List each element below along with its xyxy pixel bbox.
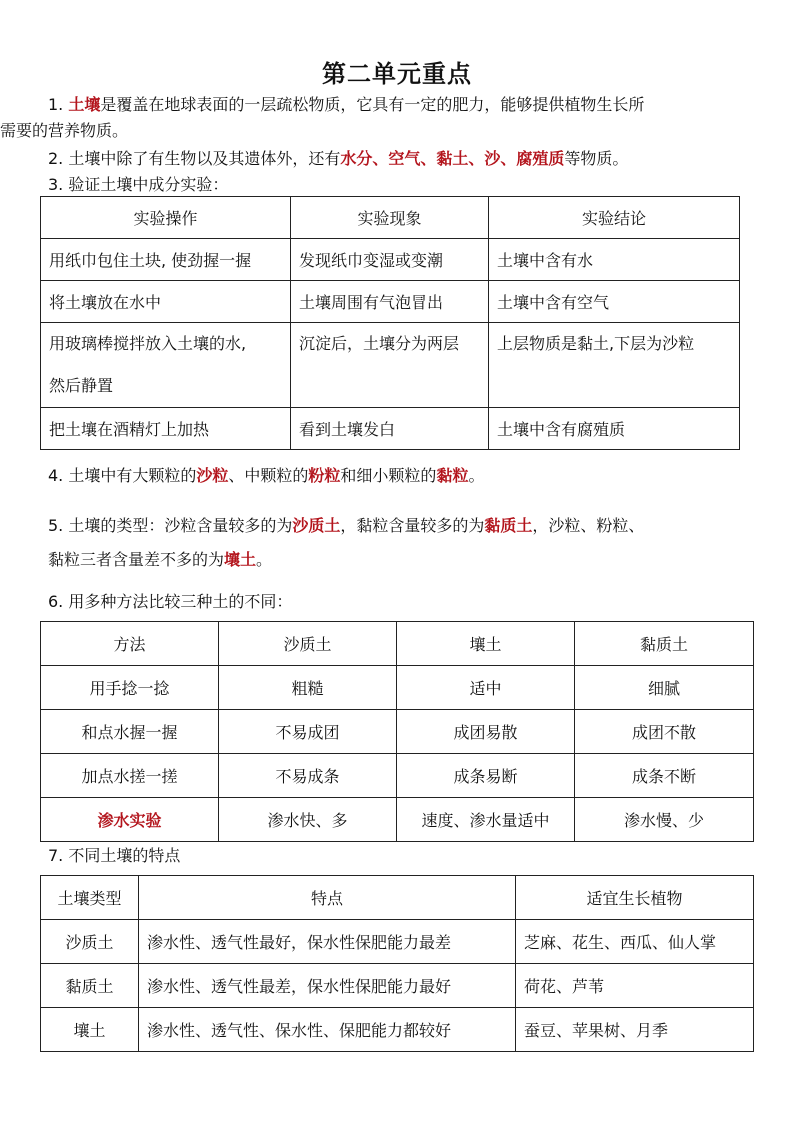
point-number: 5. — [48, 516, 64, 535]
table-cell: 上层物质是黏土,下层为沙粒 — [489, 323, 740, 408]
point-text: 不同土壤的特点 — [68, 846, 181, 865]
point-text-continued — [0, 121, 128, 140]
table-cell: 渗水性、透气性、保水性、保肥能力都较好 — [139, 1008, 516, 1052]
table-cell: 用纸巾包住土块, 使劲握一握 — [41, 239, 291, 281]
point-text: 。 — [256, 550, 273, 569]
point-number: 1. — [48, 95, 64, 114]
table-row — [41, 964, 754, 1008]
table-cell: 蚕豆、苹果树、月季 — [516, 1008, 754, 1052]
column-header: 壤土 — [397, 622, 575, 666]
table-cell: 壤土 — [41, 1008, 139, 1052]
point-number: 7. — [48, 846, 64, 865]
column-header: 土壤类型 — [41, 876, 139, 920]
table-cell — [41, 323, 291, 408]
table-cell: 土壤周围有气泡冒出 — [291, 281, 489, 323]
table-cell: 渗水实验 — [41, 798, 219, 842]
table-cell: 看到土壤发白 — [291, 408, 489, 450]
table-cell: 渗水性、透气性最好，保水性保肥能力最差 — [139, 920, 516, 964]
table-cell: 渗水性、透气性最差，保水性保肥能力最好 — [139, 964, 516, 1008]
point-text: 是覆盖在地球表面的一层疏松物质，它具有一定的肥力，能够提供植物生长所 — [100, 95, 645, 114]
table-experiments — [40, 196, 740, 450]
column-header: 实验操作 — [41, 197, 291, 239]
table-cell: 粗糙 — [219, 666, 397, 710]
column-header: 实验结论 — [489, 197, 740, 239]
highlight-term: 沙质土 — [292, 516, 341, 535]
table-cell: 和点水握一握 — [41, 710, 219, 754]
table-cell: 渗水慢、少 — [575, 798, 754, 842]
table-row — [41, 920, 754, 964]
table-cell: 成团不散 — [575, 710, 754, 754]
column-header: 适宜生长植物 — [516, 876, 754, 920]
table-cell: 成团易散 — [397, 710, 575, 754]
point-number: 4. — [48, 466, 64, 485]
table-cell: 成条易断 — [397, 754, 575, 798]
highlight-term: 土壤 — [68, 95, 101, 114]
point-text: 等物质。 — [564, 149, 629, 168]
point-4 — [48, 463, 754, 489]
table-cell: 速度、渗水量适中 — [397, 798, 575, 842]
table-cell: 不易成条 — [219, 754, 397, 798]
highlight-term: 水分、空气、黏土、沙、腐殖质 — [340, 149, 565, 168]
highlight-term: 沙粒 — [196, 466, 229, 485]
point-text: ，黏粒含量较多的为 — [340, 516, 485, 535]
point-text: 、中颗粒的 — [228, 466, 309, 485]
point-5 — [48, 505, 754, 547]
table-header-row — [41, 197, 740, 239]
point-text: 验证土壤中成分实验： — [68, 175, 229, 194]
point-text-line2: 需要的营养物质。 — [0, 121, 129, 140]
table-header-row — [41, 876, 754, 920]
point-5-continued — [48, 547, 754, 573]
column-header: 实验现象 — [291, 197, 489, 239]
point-7 — [48, 843, 754, 869]
point-text: ，沙粒、粉粒、 — [532, 516, 645, 535]
table-cell: 将土壤放在水中 — [41, 281, 291, 323]
table-cell: 不易成团 — [219, 710, 397, 754]
highlight-term: 壤土 — [224, 550, 257, 569]
table-row — [41, 710, 754, 754]
table-soil-comparison — [40, 621, 754, 842]
table-row — [41, 239, 740, 281]
table-cell: 芝麻、花生、西瓜、仙人掌 — [516, 920, 754, 964]
column-header: 沙质土 — [219, 622, 397, 666]
cell-line: 然后静置 — [49, 376, 114, 395]
point-3 — [48, 172, 754, 198]
page-title: 第二单元重点 — [322, 59, 472, 88]
table-cell: 适中 — [397, 666, 575, 710]
point-2 — [48, 146, 754, 172]
highlight-term: 黏质土 — [484, 516, 533, 535]
table-row — [41, 754, 754, 798]
point-number: 6. — [48, 592, 64, 611]
table-row — [41, 408, 740, 450]
table-cell: 把土壤在酒精灯上加热 — [41, 408, 291, 450]
highlight-term: 黏粒 — [436, 466, 469, 485]
table-cell: 沉淀后，土壤分为两层 — [291, 323, 489, 408]
table-row — [41, 798, 754, 842]
cell-line: 用玻璃棒搅拌放入土壤的水, — [49, 334, 247, 353]
table-cell: 发现纸巾变湿或变潮 — [291, 239, 489, 281]
point-text: 和细小颗粒的 — [340, 466, 437, 485]
column-header: 特点 — [139, 876, 516, 920]
table-cell: 渗水快、多 — [219, 798, 397, 842]
table-row — [41, 666, 754, 710]
point-text: 用多种方法比较三种土的不同： — [68, 592, 293, 611]
table-cell: 成条不断 — [575, 754, 754, 798]
highlight-term: 粉粒 — [308, 466, 341, 485]
table-cell: 沙质土 — [41, 920, 139, 964]
point-text: 黏粒三者含量差不多的为 — [48, 550, 225, 569]
point-1 — [0, 92, 754, 144]
point-text: 土壤中除了有生物以及其遗体外，还有 — [68, 149, 341, 168]
point-text: 。 — [468, 466, 485, 485]
table-cell: 土壤中含有空气 — [489, 281, 740, 323]
point-6 — [48, 589, 754, 615]
table-row — [41, 1008, 754, 1052]
point-text: 土壤中有大颗粒的 — [68, 466, 197, 485]
point-number: 2. — [48, 149, 64, 168]
table-soil-features — [40, 875, 754, 1052]
column-header: 方法 — [41, 622, 219, 666]
table-cell: 黏质土 — [41, 964, 139, 1008]
table-cell: 用手捻一捻 — [41, 666, 219, 710]
point-text: 土壤的类型：沙粒含量较多的为 — [68, 516, 293, 535]
table-header-row — [41, 622, 754, 666]
table-row — [41, 323, 740, 408]
point-number: 3. — [48, 175, 64, 194]
table-cell: 荷花、芦苇 — [516, 964, 754, 1008]
column-header: 黏质土 — [575, 622, 754, 666]
table-cell: 土壤中含有水 — [489, 239, 740, 281]
table-row — [41, 281, 740, 323]
table-cell: 加点水搓一搓 — [41, 754, 219, 798]
table-cell: 细腻 — [575, 666, 754, 710]
table-cell: 土壤中含有腐殖质 — [489, 408, 740, 450]
